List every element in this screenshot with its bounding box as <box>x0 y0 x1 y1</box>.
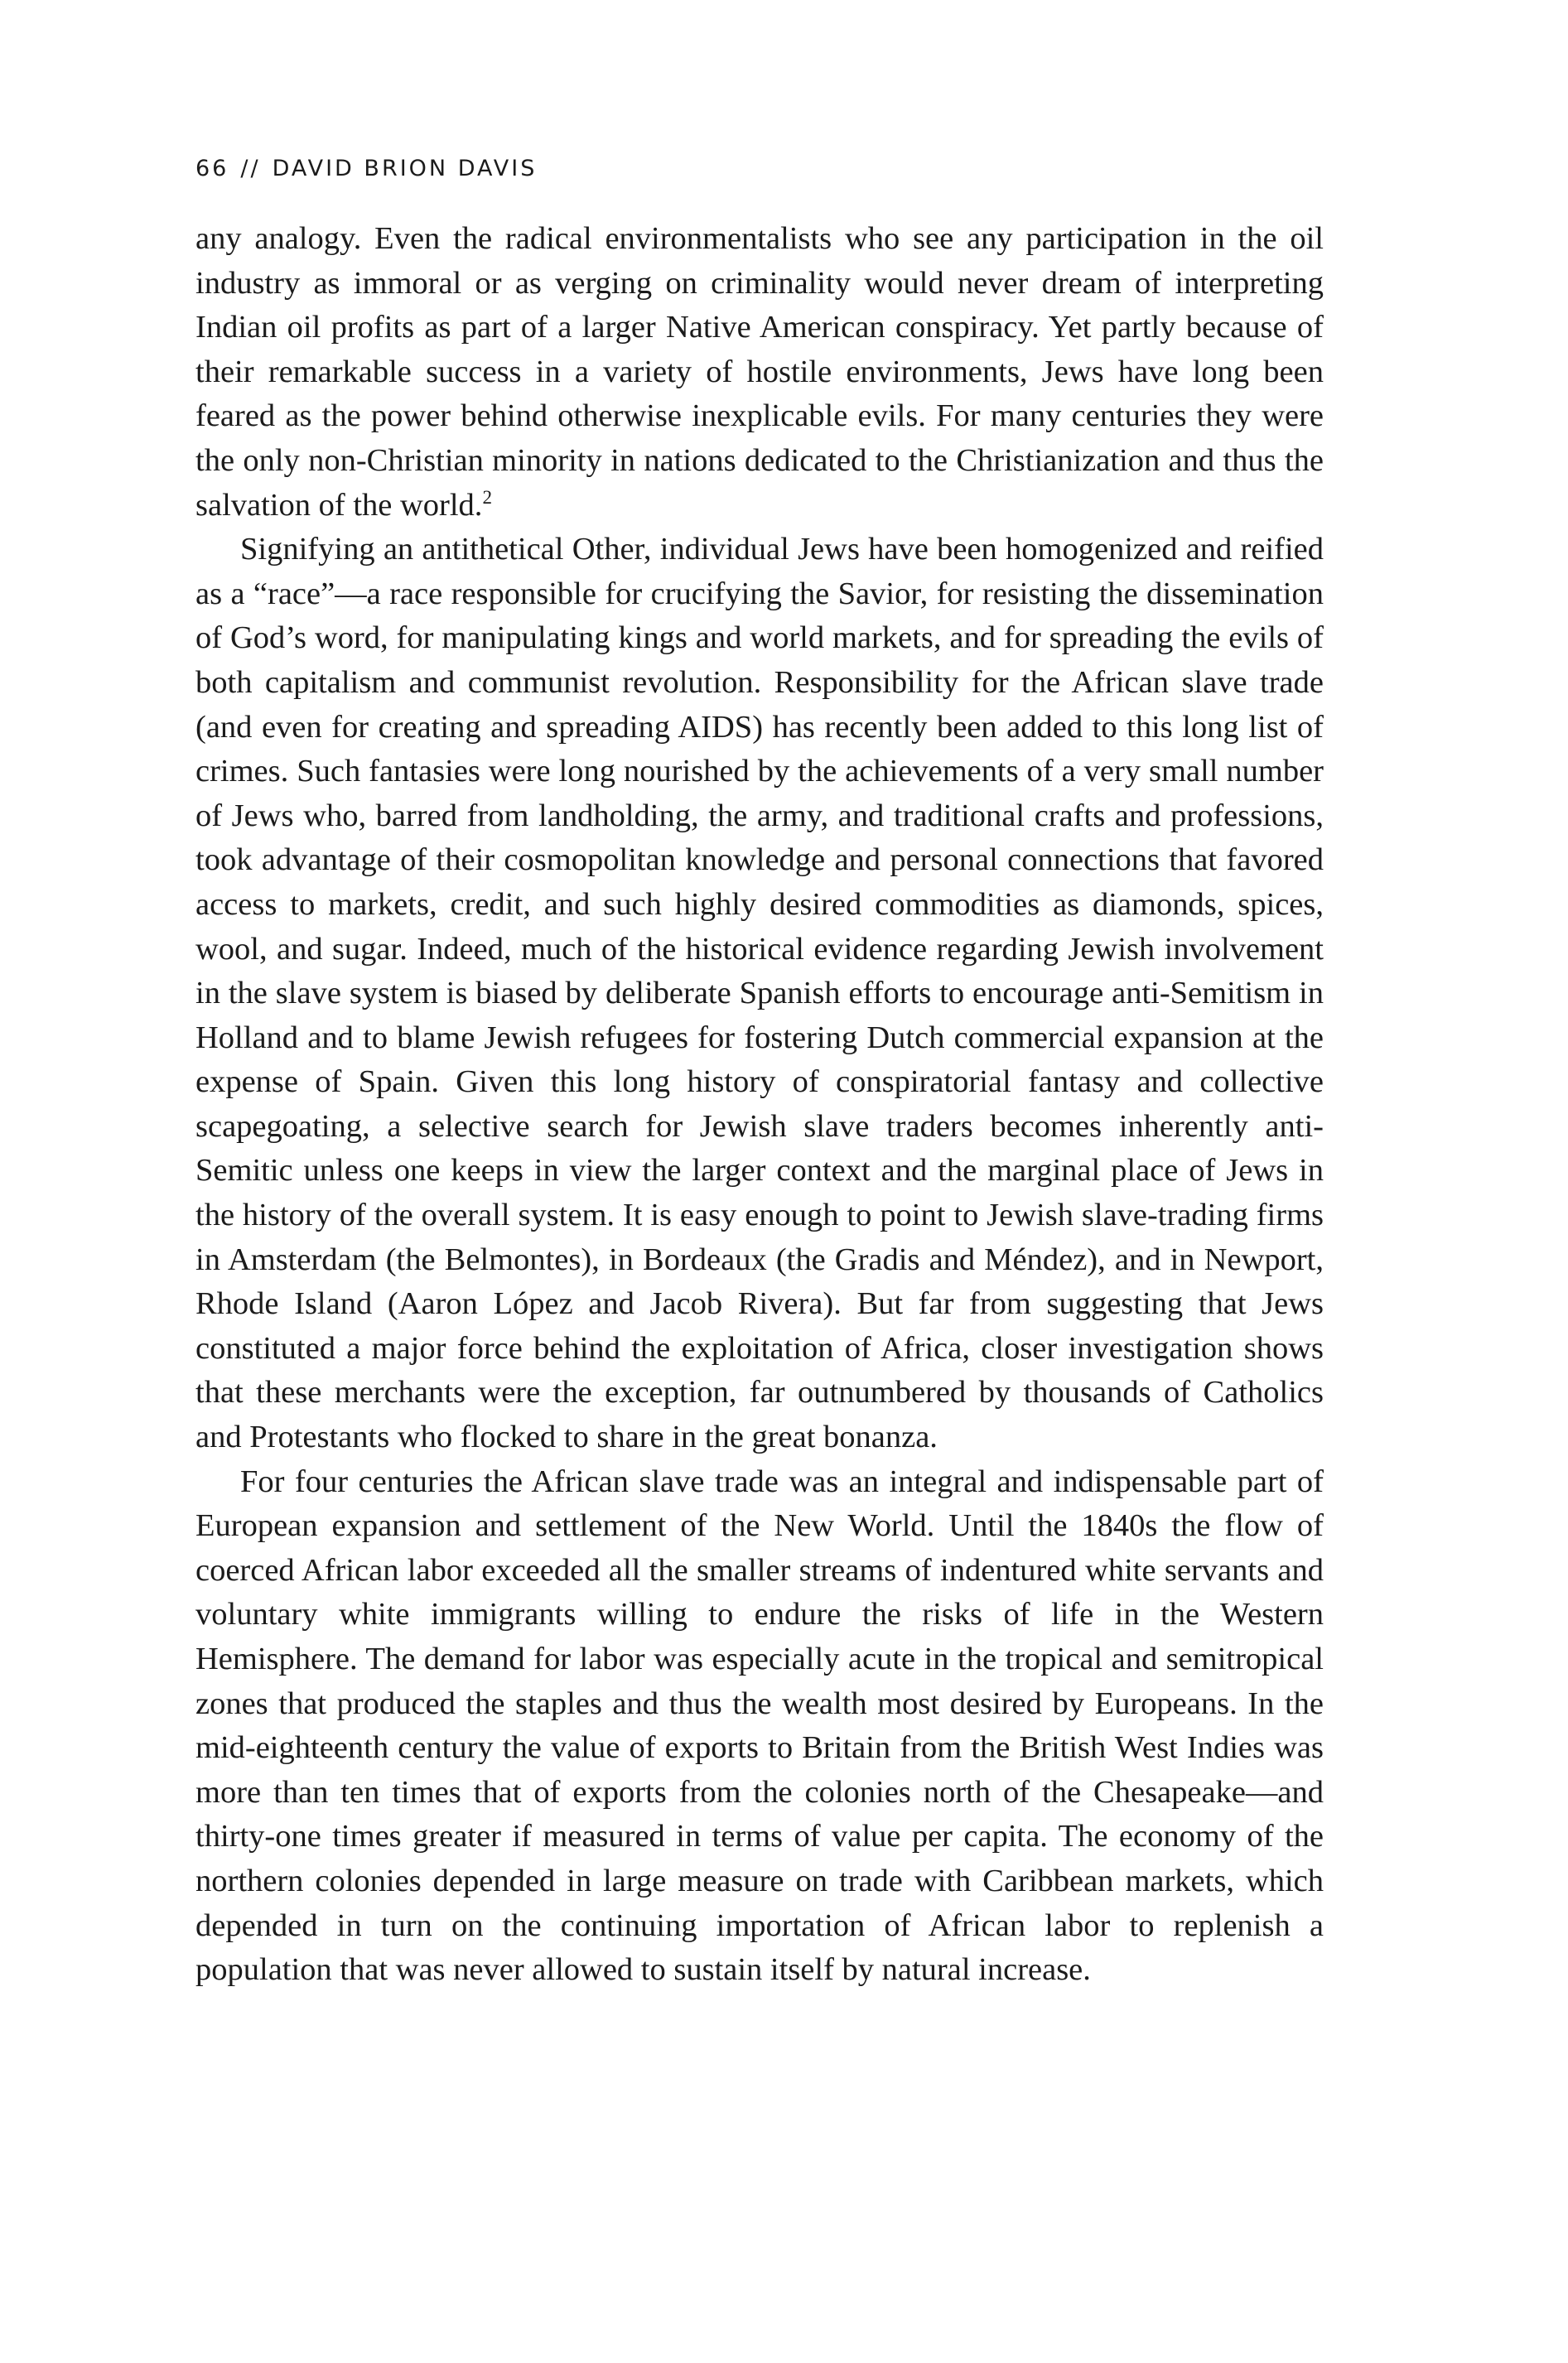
running-head <box>195 156 537 181</box>
author-name: DAVID BRION DAVIS <box>272 156 538 181</box>
paragraph-1-text: any analogy. Even the radical environmentalists who see any participation in the oil industry as immoral or as verging on criminality would never dream of interpreting Indian oil profits as part of a larger Native American conspiracy. Yet partly because of their remarkable success in a variety of hostile environments, Jews have long been feared as the power behind otherwise inexplicable evils. For many centuries they were the only non-Christian minority in nations dedicated to the Christianization and thus the salvation of the world. <box>195 221 1324 523</box>
paragraph-3 <box>195 1460 1324 1993</box>
paragraph-3-text: For four centuries the African slave trade was an integral and indispensable part of European expansion and settlement of the New World. Until the 1840s the flow of coerced African labor exceeded all the smaller streams of indentured white servants and voluntary white immigrants willing to endure the risks of life in the Western Hemisphere. The demand for labor was especially acute in the tropical and semitropical zones that produced the staples and thus the wealth most desired by Europeans. In the mid-eighteenth century the value of exports to Britain from the British West Indies was more than ten times that of exports from the colonies north of the Chesapeake—and thirty-one times greater if measured in terms of value per capita. The economy of the northern colonies depended in large measure on trade with Caribbean markets, which depended in turn on the continuing importation of African labor to replenish a population that was never allowed to sustain itself by natural increase. <box>195 1464 1324 1988</box>
paragraph-2 <box>195 528 1324 1459</box>
body-text <box>195 217 1324 1993</box>
page-number: 66 <box>195 156 229 181</box>
footnote-marker: 2 <box>482 485 492 508</box>
paragraph-2-text: Signifying an antithetical Other, individual Jews have been homogenized and reified as a “race”—a race responsible for crucifying the Savior, for resisting the dissemination of God’s word, for manipulating kings and world markets, and for spreading the evils of both capitalism and communist revolution. Responsibility for the African slave trade (and even for creating and spreading AIDS) has recently been added to this long list of crimes. Such fantasies were long nourished by the achievements of a very small number of Jews who, barred from landholding, the army, and traditional crafts and professions, took advantage of their cosmopolitan knowledge and personal connections that favored access to markets, credit, and such highly desired commodities as diamonds, spices, wool, and sugar. Indeed, much of the historical evidence regarding Jewish involvement in the slave system is biased by deliberate Spanish efforts to encourage anti-Semitism in Holland and to blame Jewish refugees for fostering Dutch commercial expansion at the expense of Spain. Given this long history of conspiratorial fantasy and collective scapegoating, a selective search for Jewish slave traders becomes inherently anti-Semitic unless one keeps in view the larger context and the marginal place of Jews in the history of the overall system. It is easy enough to point to Jewish slave-trading firms in Amsterdam (the Belmontes), in Bordeaux (the Gradis and Méndez), and in Newport, Rhode Island (Aaron López and Jacob Rivera). But far from suggesting that Jews constituted a major force behind the exploitation of Africa, closer investigation shows that these merchants were the exception, far outnumbered by thousands of Catholics and Protestants who flocked to share in the great bonanza. <box>195 532 1324 1455</box>
paragraph-1 <box>195 217 1324 528</box>
header-separator: // <box>240 156 261 181</box>
